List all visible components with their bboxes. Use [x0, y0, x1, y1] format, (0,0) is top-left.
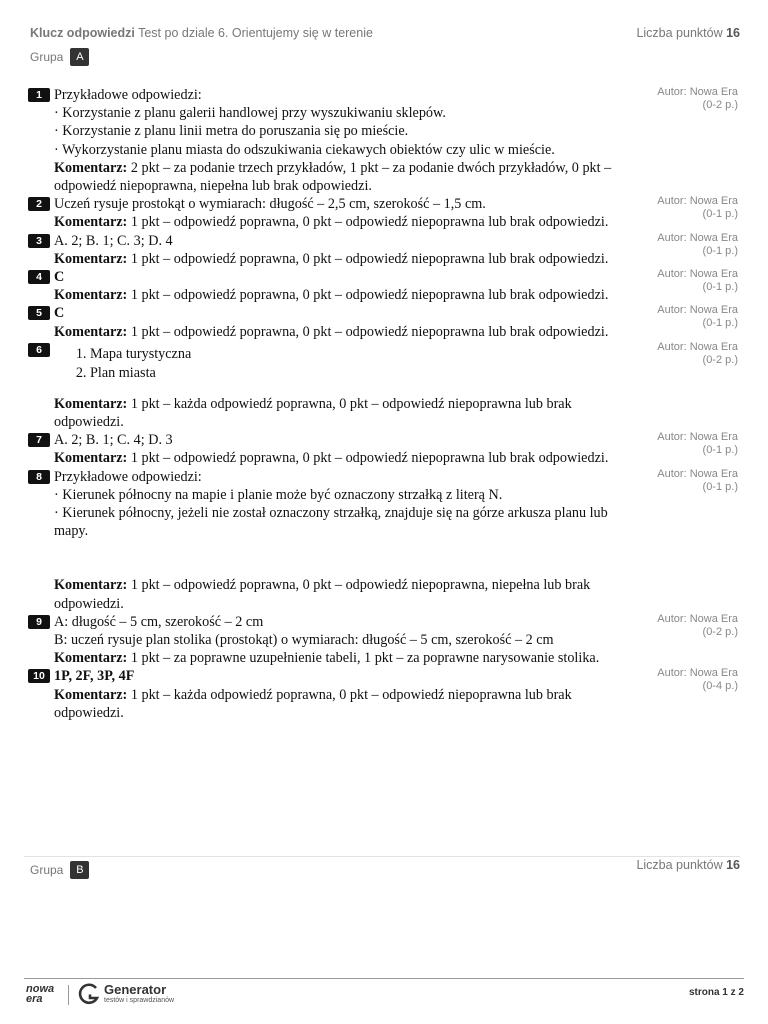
option-item: 2. Plan miasta	[90, 364, 644, 383]
group-badge: A	[70, 48, 89, 66]
question-1	[28, 86, 740, 195]
answer-line: C	[54, 269, 65, 286]
answer-line: C	[54, 305, 65, 322]
generator-logo: Generator testów i sprawdzianów	[104, 982, 175, 1004]
question-6	[28, 341, 740, 431]
question-3	[28, 232, 740, 268]
author-info: Autor: Nowa Era (0-1 p.)	[657, 268, 738, 294]
author-info: Autor: Nowa Era (0-1 p.)	[657, 431, 738, 457]
answer-key	[28, 86, 740, 722]
comment: Komentarz: 1 pkt – odpowiedź poprawna, 0 pkt – odpowiedź niepoprawna lub brak odpowiedzi.	[54, 214, 609, 231]
group-label: Grupa	[30, 50, 64, 64]
comment: Komentarz: 1 pkt – odpowiedź poprawna, 0 pkt – odpowiedź niepoprawna lub brak odpowiedzi.	[54, 287, 609, 304]
question-number: 4	[28, 270, 50, 284]
answer-line: 1P, 2F, 3P, 4F	[54, 668, 135, 685]
nowa-era-logo: nowa era	[26, 983, 55, 1005]
group-b-points: Liczba punktów 16	[636, 858, 740, 872]
group-b-row	[30, 861, 89, 879]
answer-line: Uczeń rysuje prostokąt o wymiarach: długość – 2,5 cm, szerokość – 1,5 cm.	[54, 196, 486, 213]
answer-line: · Wykorzystanie planu miasta do odszukiwania ciekawych obiektów czy ulic w mieście.	[54, 141, 555, 158]
author-info: Autor: Nowa Era (0-1 p.)	[657, 467, 738, 493]
author-info: Autor: Nowa Era (0-4 p.)	[657, 667, 738, 693]
comment: Komentarz: 1 pkt – odpowiedź poprawna, 0 pkt – odpowiedź niepoprawna, niepełna lub brak odpowiedzi.	[54, 577, 591, 612]
answer-line: A. 2; B. 1; C. 4; D. 3	[54, 432, 173, 449]
comment: Komentarz: 1 pkt – za poprawne uzupełnienie tabeli, 1 pkt – za poprawne narysowanie stolika.	[54, 650, 600, 667]
comment: Komentarz: 1 pkt – każda odpowiedź poprawna, 0 pkt – odpowiedź niepoprawna lub brak odpowiedzi.	[54, 395, 572, 431]
question-number: 7	[28, 433, 50, 447]
footer-divider	[24, 978, 744, 979]
section-divider	[24, 856, 740, 857]
author-info: Autor: Nowa Era (0-1 p.)	[657, 195, 738, 221]
question-5	[28, 304, 740, 340]
logo-divider	[68, 985, 69, 1005]
question-2	[28, 195, 740, 231]
answer-options	[54, 345, 644, 383]
question-number: 2	[28, 197, 50, 211]
answer-line: B: uczeń rysuje plan stolika (prostokąt) o wymiarach: długość – 5 cm, szerokość – 2 cm	[54, 632, 554, 649]
generator-logo-icon	[78, 983, 100, 1005]
option-item: 1. Mapa turystyczna	[90, 345, 644, 364]
question-number: 3	[28, 234, 50, 248]
author-info: Autor: Nowa Era (0-2 p.)	[657, 340, 738, 366]
question-number: 6	[28, 343, 50, 357]
author-info: Autor: Nowa Era (0-1 p.)	[657, 304, 738, 330]
question-number: 1	[28, 88, 50, 102]
author-info: Autor: Nowa Era (0-2 p.)	[657, 86, 738, 111]
answer-line: Przykładowe odpowiedzi:	[54, 468, 202, 485]
question-number: 10	[28, 669, 50, 683]
comment: Komentarz: 1 pkt – odpowiedź poprawna, 0 pkt – odpowiedź niepoprawna lub brak odpowiedzi.	[54, 323, 609, 340]
doc-title-bold: Klucz odpowiedzi	[30, 26, 135, 40]
answer-line: Przykładowe odpowiedzi:	[54, 87, 202, 103]
answer-line: · Korzystanie z planu galerii handlowej przy wyszukiwaniu sklepów.	[54, 105, 446, 122]
question-number: 8	[28, 470, 50, 484]
group-a-row	[30, 48, 89, 66]
answer-line: · Kierunek północny, jeżeli nie został oznaczony strzałką, znajduje się na górze arkusza planu lub mapy.	[54, 505, 608, 540]
question-9	[28, 613, 740, 668]
total-points: Liczba punktów 16	[636, 26, 740, 40]
question-7	[28, 431, 740, 467]
question-number: 9	[28, 615, 50, 629]
group-label: Grupa	[30, 863, 64, 877]
answer-line: · Korzystanie z planu linii metra do poruszania się po mieście.	[54, 123, 409, 140]
answer-line: · Kierunek północny na mapie i planie może być oznaczony strzałką z literą N.	[54, 486, 503, 503]
doc-title: Test po dziale 6. Orientujemy się w terenie	[138, 26, 373, 40]
question-number: 5	[28, 306, 50, 320]
comment: Komentarz: 1 pkt – odpowiedź poprawna, 0 pkt – odpowiedź niepoprawna lub brak odpowiedzi.	[54, 250, 609, 267]
answer-line: A. 2; B. 1; C. 3; D. 4	[54, 232, 173, 249]
author-info: Autor: Nowa Era (0-2 p.)	[657, 612, 738, 638]
answer-line: A: długość – 5 cm, szerokość – 2 cm	[54, 613, 264, 630]
comment: Komentarz: 1 pkt – odpowiedź poprawna, 0 pkt – odpowiedź niepoprawna lub brak odpowiedzi.	[54, 450, 609, 467]
group-badge: B	[70, 861, 89, 879]
document-header	[30, 26, 740, 40]
question-4	[28, 268, 740, 304]
page-number: strona 1 z 2	[688, 987, 744, 998]
author-info: Autor: Nowa Era (0-1 p.)	[657, 231, 738, 257]
comment: Komentarz: 1 pkt – każda odpowiedź poprawna, 0 pkt – odpowiedź niepoprawna lub brak odpowiedzi.	[54, 686, 572, 721]
comment: Komentarz: 2 pkt – za podanie trzech przykładów, 1 pkt – za podanie dwóch przykładów, 0 pkt – odpowiedź niepoprawna, niepełna lub brak odpowiedzi.	[54, 159, 612, 195]
question-10	[28, 667, 740, 722]
question-8	[28, 468, 740, 613]
